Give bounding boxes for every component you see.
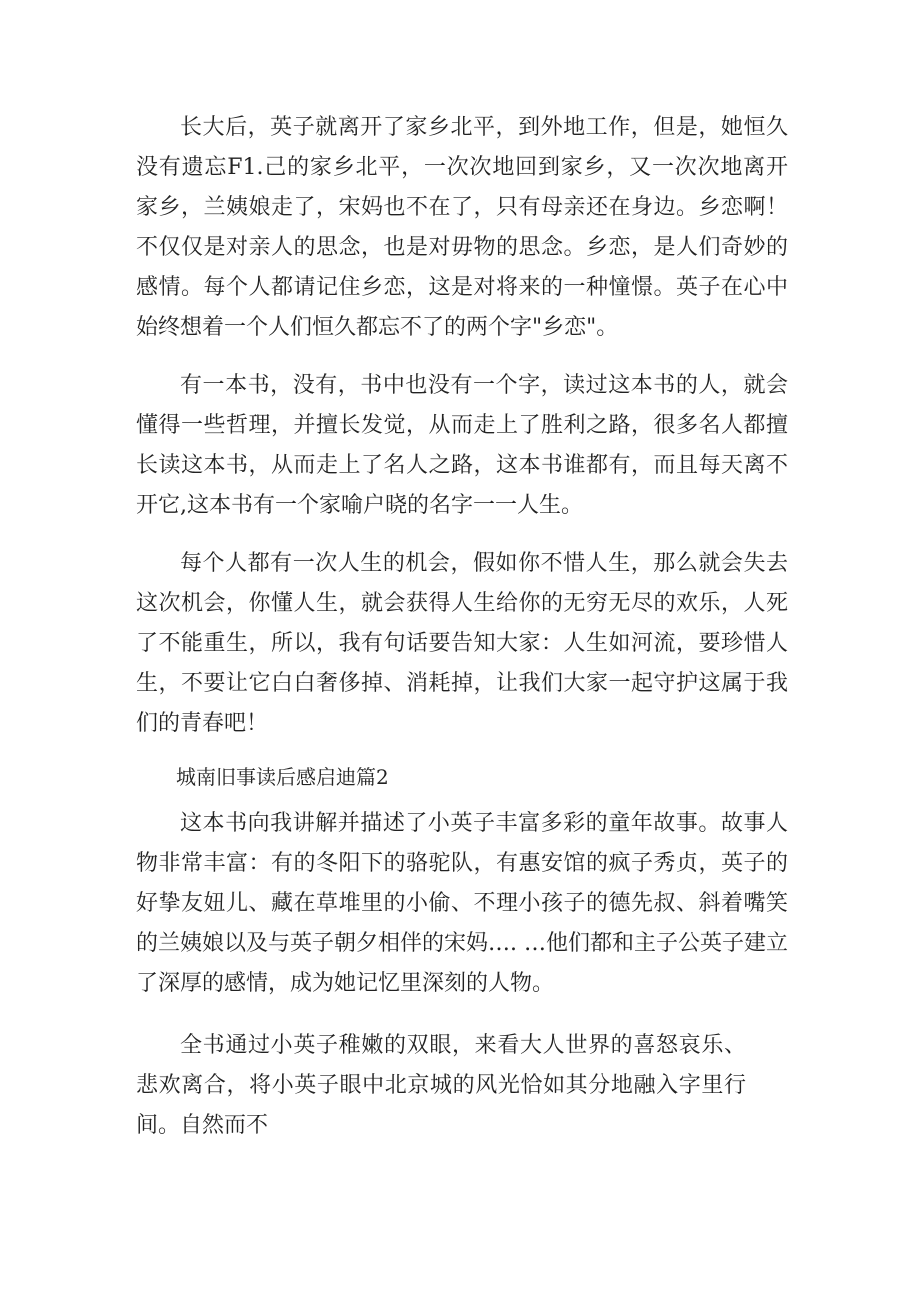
paragraph-story-characters: 这本书向我讲解并描述了小英子丰富多彩的童年故事。故事人物非常丰富：有的冬阳下的骆驼队，有惠安馆的疯子秀贞，英子的好挚友妞儿、藏在草堆里的小偷、不理小孩子的德先叔、斜着嘴笑的兰姨娘以及与英子朝夕相伴的宋妈…. …他们都和主子公英子建立了深厚的感情，成为她记忆里深刻的人物。 <box>136 811 788 996</box>
section-heading: 城南旧事读后感启迪篇2 <box>176 765 389 789</box>
document-body <box>136 108 788 1164</box>
paragraph-child-perspective: 全书通过小英子稚嫩的双眼，来看大人世界的喜怒哀乐、悲欢离合，将小英子眼中北京城的风光恰如其分地融入字里行间。自然而不 <box>136 1033 746 1138</box>
paragraph-homesickness: 长大后，英子就离开了家乡北平，到外地工作，但是，她恒久没有遗忘F1.己的家乡北平，一次次地回到家乡，又一次次地离开家乡，兰姨娘走了，宋妈也不在了，只有母亲还在身边。乡恋啊！不仅仅是对亲人的思念，也是对毋物的思念。乡恋，是人们奇妙的感情。每个人都请记住乡恋，这是对将来的一种憧憬。英子在心中始终想着一个人们恒久都忘不了的两个字"乡恋"。 <box>136 115 788 340</box>
paragraph-book-of-life: 有一本书，没有，书中也没有一个字，读过这本书的人，就会懂得一些哲理，并擅长发觉，从而走上了胜利之路，很多名人都擅长读这本书，从而走上了名人之路，这本书谁都有，而且每天离不开它,这本书有一个家喻户晓的名字一一人生。 <box>136 373 788 518</box>
paragraph-cherish-life: 每个人都有一次人生的机会，假如你不惜人生，那么就会失去这次机会，你懂人生，就会获得人生给你的无穷无尽的欢乐，人死了不能重生，所以，我有句话要告知大家：人生如河流，要珍惜人生，不要让它白白奢侈掉、消耗掉，让我们大家一起守护这属于我们的青春吧！ <box>136 551 788 736</box>
